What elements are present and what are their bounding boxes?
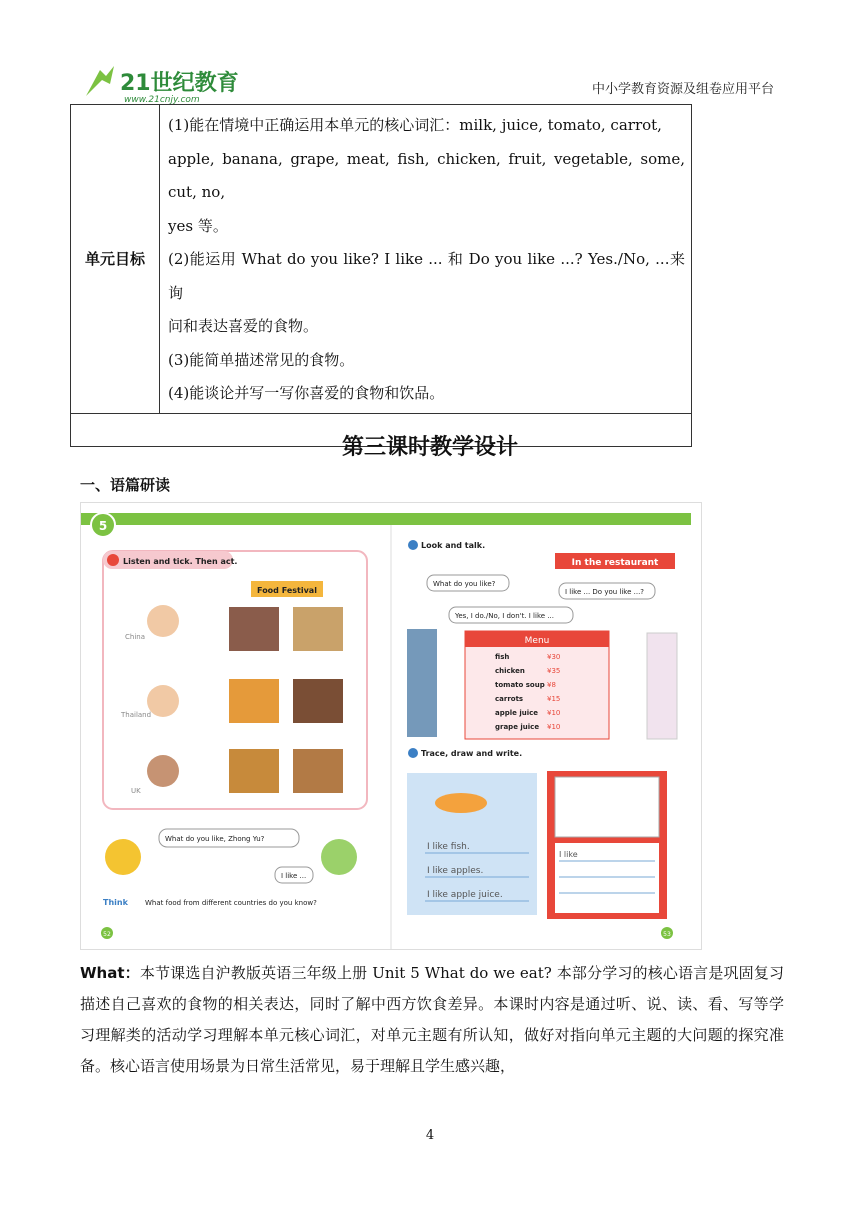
speaker-avatar (105, 839, 141, 875)
svg-text:Look and talk.: Look and talk. (421, 541, 486, 550)
goal-body (160, 105, 692, 414)
svg-text:5: 5 (98, 519, 108, 533)
svg-text:I like: I like (559, 850, 578, 859)
menu-item-price: ¥35 (547, 667, 561, 675)
svg-text:I like ... Do you like ...?: I like ... Do you like ...? (565, 588, 645, 596)
svg-text:Think: Think (103, 898, 128, 907)
what-label: What： (80, 964, 140, 982)
girl-figure (647, 633, 677, 739)
menu-item-name: chicken (495, 667, 525, 675)
svg-text:Communicate: Communicate (143, 525, 228, 538)
goal-line: (3)能简单描述常见的食物。 (168, 350, 355, 369)
goal-line: yes 等。 (168, 216, 228, 235)
svg-text:China: China (125, 633, 145, 641)
goal-line: (2)能运用 What do you like? I like ... 和 Do you like ...? Yes./No, ...来询 (168, 250, 685, 302)
food-photo (293, 607, 343, 651)
menu-item-name: grape juice (495, 723, 540, 731)
svg-text:Thailand: Thailand (121, 711, 152, 719)
menu-item-price: ¥15 (547, 695, 561, 703)
svg-text:Trace, draw and write.: Trace, draw and write. (421, 749, 523, 758)
goal-label: 单元目标 (71, 105, 160, 414)
svg-text:21世纪教育: 21世纪教育 (120, 71, 239, 96)
boy-figure (407, 629, 437, 737)
menu-item-price: ¥10 (547, 709, 561, 717)
food-photo (229, 679, 279, 723)
section-title: 第三课时教学设计 (341, 435, 518, 460)
svg-text:What food from different count: What food from different countries do you know? (145, 899, 317, 907)
food-photo (229, 749, 279, 793)
what-text: 本节课选自沪教版英语三年级上册 Unit 5 What do we eat? 本部分学习的核心语言是巩固复习描述自己喜欢的食物的相关表达，同时了解中西方饮食差异。本课时内容是通过听、说、读、看、写等学习理解类的活动学习理解本单元核心词汇，对单元主题有所认知，做好对指向单元主题的大问题的探究准备。核心语言使用场景为日常生活常见，易于理解且学生感兴趣， (80, 964, 784, 1075)
textbook-spread (80, 502, 702, 950)
svg-text:I like apple juice.: I like apple juice. (427, 890, 503, 900)
svg-text:What do you like?: What do you like? (433, 580, 496, 588)
menu-item-name: fish (495, 653, 510, 661)
child-china (147, 605, 179, 637)
goal-line: 问和表达喜爱的食物。 (168, 317, 319, 335)
goal-line: (1)能在情境中正确运用本单元的核心词汇：milk, juice, tomato, carrot, (168, 116, 662, 134)
page-number: 4 (425, 1128, 435, 1143)
food-photo (229, 607, 279, 651)
svg-text:52: 52 (103, 931, 111, 938)
menu-item-price: ¥30 (547, 653, 561, 661)
menu-item-name: tomato soup (495, 681, 545, 689)
sub-heading: 一、语篇研读 (80, 476, 171, 494)
what-paragraph (80, 958, 784, 1082)
svg-text:I like fish.: I like fish. (427, 842, 470, 852)
unit-goals-table (70, 104, 692, 447)
svg-text:Menu: Menu (524, 636, 550, 646)
svg-text:I like ...: I like ... (281, 872, 307, 880)
svg-text:www.21cnjy.com: www.21cnjy.com (124, 95, 200, 105)
food-photo (293, 749, 343, 793)
menu-item-name: apple juice (495, 709, 539, 717)
speaker-avatar (321, 839, 357, 875)
svg-text:Food Festival: Food Festival (257, 586, 317, 595)
child-uk (147, 755, 179, 787)
svg-text:Listen and tick. Then act.: Listen and tick. Then act. (123, 557, 238, 566)
top-band (81, 513, 691, 525)
runner-icon (86, 66, 114, 96)
fish-drawing (435, 793, 487, 813)
food-photo (293, 679, 343, 723)
platform-name: 中小学教育资源及组卷应用平台 (591, 82, 774, 97)
svg-text:In the restaurant: In the restaurant (571, 558, 659, 568)
menu-item-price: ¥10 (547, 723, 561, 731)
svg-text:UK: UK (131, 787, 141, 795)
svg-text:53: 53 (663, 931, 671, 938)
svg-text:What do you like, Zhong Yu?: What do you like, Zhong Yu? (165, 835, 265, 843)
svg-text:I like apples.: I like apples. (427, 866, 484, 876)
child-thailand (147, 685, 179, 717)
svg-text:Yes, I do./No, I don't. I like: Yes, I do./No, I don't. I like ... (455, 612, 554, 620)
goal-line: (4)能谈论并写一写你喜爱的食物和饮品。 (168, 384, 445, 402)
menu-item-price: ¥8 (547, 681, 556, 689)
goal-line: apple, banana, grape, meat, fish, chicken, fruit, vegetable, some, cut, no, (168, 149, 685, 201)
site-logo (80, 62, 250, 106)
menu-item-name: carrots (495, 695, 524, 703)
